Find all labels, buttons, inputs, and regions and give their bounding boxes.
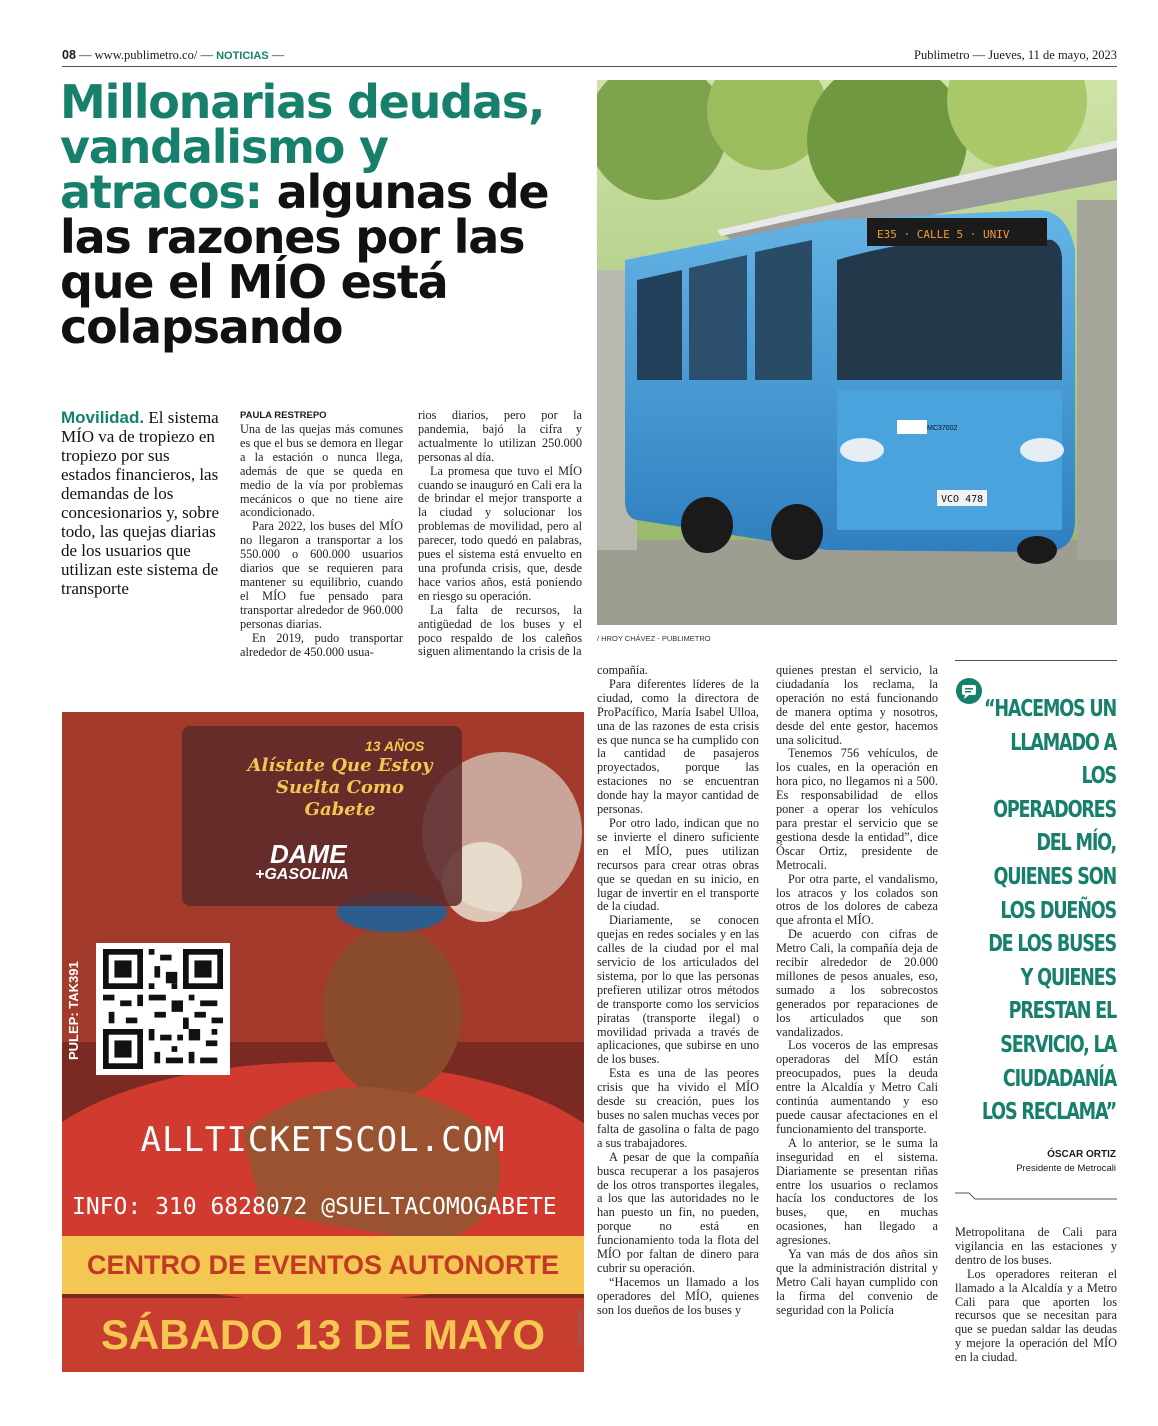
headline <box>60 75 590 354</box>
paragraph: En 2019, pudo transportar alrededor de 450.000 usua- <box>240 630 403 659</box>
paragraph: Una de las quejas más comunes es que el bus se demora en llegar a la estación o nunca llega, además de que se queda en medio de la vía por problemas mecánicos o que no tiene aire acondicionado. <box>240 422 403 520</box>
paragraph: Los operadores reiteran el llamado a la Alcaldía y a Metro Cali para que aporten los recursos que se necesitan para que se puedan saldar las deudas y mejore la operación del MÍO en la ciudad. <box>955 1266 1117 1365</box>
paragraph: A pesar de que la compañía busca recuperar a los pasajeros de los otros transportes ilegales, a los que las autoridades no le han puesto un fin, no pueden, porque no está en funcionamiento toda la flota del MÍO por faltan de dinero para cubrir su operación. <box>597 1149 759 1275</box>
header-left: 08 — www.publimetro.co/ — NOTICIAS — <box>62 48 285 62</box>
ad-dame: DAME <box>270 839 347 869</box>
ad-website[interactable]: ALLTICKETSCOL.COM <box>140 1120 506 1160</box>
paragraph: A lo anterior, se le suma la inseguridad en el sistema. Diariamente se presentan riñas entre los usuarios o reclamos hacía los conductores de los buses, que, en muchas ocasiones, han llegado a agresiones. <box>776 1135 938 1248</box>
paragraph: De acuerdo con cifras de Metro Cali, la compañía deja de recibir alrededor de 20.000 millones de pesos anuales, eso, sumado a los sobrecostos generados por reparaciones de los articulados que son vandalizados. <box>776 927 938 1039</box>
bus-photo-illustration <box>597 80 1117 625</box>
lede <box>61 408 221 598</box>
paragraph: Por otro lado, indican que no se invierte el dinero suficiente en el MÍO, pues utilizan recursos para crear otras obras que se quedan en su inicio, en lugar de invertir en el transporte de la ciudad. <box>597 815 759 914</box>
article-column-1 <box>240 423 403 659</box>
page-number: 08 <box>62 48 76 62</box>
paragraph: Tenemos 756 vehículos, de los cuales, en la operación en hora pico, no llegamos ni a 500. Es responsabilidad de ellos poner a operar los vehículos para prestar el servicio que se gestiona desde la entidad”, dice Óscar Ortiz, presidente de Metrocali. <box>776 746 938 872</box>
paragraph: rios diarios, pero por la pandemia, bajó la cifra y actualmente lo utilizan 250.000 personas al día. <box>418 408 582 464</box>
paragraph: Los voceros de las empresas operadoras del MÍO están preocupados, pues la deuda entre la Alcaldía y Metro Cali continúa aumentando y eso puede causar afectaciones en el funcionamiento del transporte. <box>776 1038 938 1136</box>
header-divider <box>62 66 1117 67</box>
headline-rest: algunas de las razones por las que el MÍO está colapsando <box>60 165 549 354</box>
paragraph: La promesa que tuvo el MÍO cuando se inauguró en Cali era la de brindar el mejor transporte a la ciudad y solucionar los problemas de movilidad, pero al parecer, todo quedó en palabras, pues el sistema está envuelto en una profunda crisis, que, desde hace varios años, está poniendo en riesgo su operación. <box>418 463 582 603</box>
bus-destination-sign: E35 · CALLE 5 · UNIV <box>877 228 1010 241</box>
article-column-5 <box>955 1226 1117 1365</box>
ad-title: Alístate Que Estoy Suelta Como Gabete <box>247 755 433 820</box>
lede-text: El sistema MÍO va de tropiezo en tropiezo por sus estados financieros, las demandas de los concesionarios y, sobre todo, las quejas diarias de los usuarios que utilizan este sistema de transporte <box>61 408 219 598</box>
paragraph: Ya van más de dos años sin que la administración distrital y Metro Cali hayan cumplido con la firma del convenio de seguridad con la Policía <box>776 1247 938 1317</box>
paragraph: La falta de recursos, la antigüedad de los buses y el poco respaldo de los caleños siguen alimentando la crisis de la <box>418 602 582 659</box>
quote-role: Presidente de Metrocali <box>1016 1163 1116 1174</box>
ad-tag: PUBLICIDAD <box>578 1308 584 1345</box>
section-label: NOTICIAS <box>216 50 269 62</box>
bus-code: MC37002 <box>927 425 958 432</box>
qr-code-icon <box>102 949 224 1069</box>
article-column-3 <box>597 664 759 1318</box>
quote-author: ÓSCAR ORTIZ <box>1047 1149 1116 1160</box>
ad-pulep: PULEP: TAK391 <box>66 961 81 1060</box>
ad-info: INFO: 310 6828072 @SUELTACOMOGABETE <box>72 1194 557 1220</box>
chat-bubble-icon <box>956 678 982 704</box>
paragraph: quienes prestan el servicio, la ciudadanía los reclama, la operación no está funcionando de manera optima y nosotros, desde del ente gestor, hacemos una solicitud. <box>776 663 938 747</box>
headline-highlight: Millonarias deudas, vandalismo y atracos: <box>60 75 545 219</box>
byline: PAULA RESTREPO <box>240 410 327 421</box>
photo-credit: / HROY CHÁVEZ - PUBLIMETRO <box>597 634 711 643</box>
page-header <box>62 48 1117 66</box>
paragraph: compañía. <box>597 663 648 677</box>
paragraph: Para 2022, los buses del MÍO no llegaron a transportar a los 550.000 o 600.000 usuarios diarios que se requieren para mantener su equilibrio, cuando el MÍO fue pensado para transportar alrededor de 960.000 personas diarias. <box>240 519 403 631</box>
bus-photo <box>597 80 1117 625</box>
header-website: www.publimetro.co/ <box>94 48 198 62</box>
pull-quote: “HACEMOS UN LLAMADO A LOS OPERADORES DEL MÍO, QUIENES SON LOS DUEÑOS DE LOS BUSES Y QUIENES PRESTAN EL SERVICIO, LA CIUDADANÍA LOS RECLAMA” <box>981 696 1116 1126</box>
paragraph: Para diferentes líderes de la ciudad, como la directora de ProPacífico, María Isabel Ulloa, una de las razones de esta crisis es que nunca se ha cumplido con la cantidad de pasajeros proyectados, porque las estaciones no se encuentran donde hay la mayor cantidad de personas. <box>597 676 759 817</box>
paragraph: Por otra parte, el vandalismo, los atracos y los colados son otros de los dolores de cabeza que afronta el MÍO. <box>776 871 938 928</box>
header-date: Publimetro — Jueves, 11 de mayo, 2023 <box>914 48 1117 62</box>
ad-date: SÁBADO 13 DE MAYO <box>62 1298 584 1372</box>
paragraph: “Hacemos un llamado a los operadores del MÍO, quienes son los dueños de los buses y <box>597 1274 759 1317</box>
article-column-2 <box>418 409 582 659</box>
quote-divider-bottom <box>955 1186 1117 1200</box>
ad-years: 13 AÑOS <box>365 738 425 754</box>
paragraph: Diariamente, se conocen quejas en redes sociales y en las calles de la ciudad por el mal servicio de los articulados del sistema, por lo que las personas prefieren utilizar otros métodos de transporte como los servicios piratas (transporte ilegal) o movilidad privada a través de aplicaciones, que subirse en uno de los buses. <box>597 913 759 1067</box>
lede-kicker: Movilidad. <box>61 408 145 427</box>
paragraph: Metropolitana de Cali para vigilancia en las estaciones y dentro de los buses. <box>955 1225 1117 1267</box>
qr-code[interactable] <box>96 943 230 1075</box>
quote-divider-top <box>955 660 1117 661</box>
ad-venue: CENTRO DE EVENTOS AUTONORTE <box>62 1236 584 1294</box>
ad-gasolina: +GASOLINA <box>255 866 349 883</box>
article-column-4 <box>776 664 938 1318</box>
paragraph: Esta es una de las peores crisis que ha vivido el MÍO desde su creación, pues los buses no salen muchas veces por falta de gasolina o falta de pago a sus trabajadores. <box>597 1066 759 1150</box>
bus-plate: VCO 478 <box>941 494 984 505</box>
